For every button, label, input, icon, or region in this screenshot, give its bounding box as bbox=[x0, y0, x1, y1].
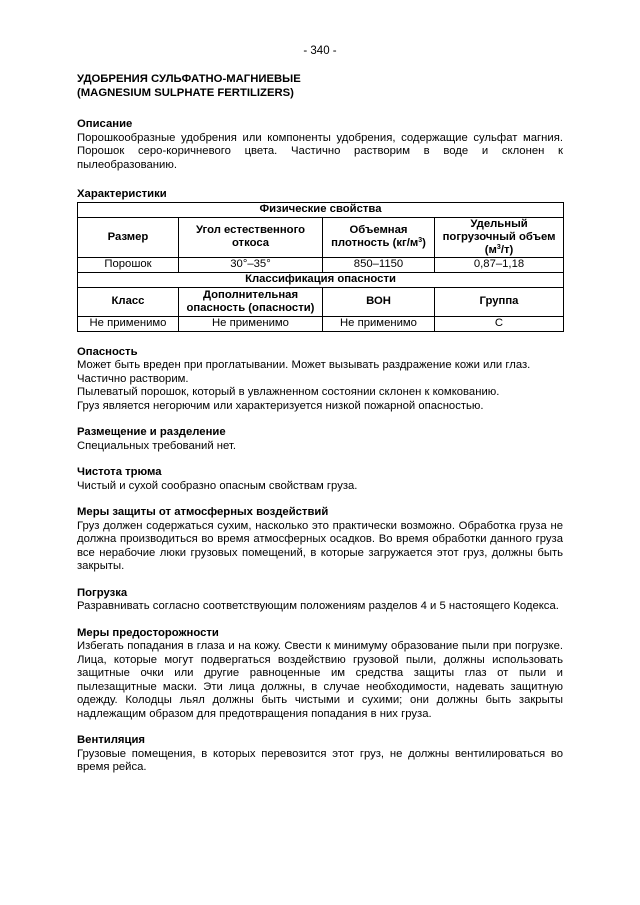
document-subtitle: (MAGNESIUM SULPHATE FERTILIZERS) bbox=[77, 86, 294, 99]
cell-stowage-factor: 0,87–1,18 bbox=[435, 257, 564, 272]
section-heading: Чистота трюма bbox=[77, 466, 162, 478]
section-description bbox=[77, 118, 563, 172]
col-header-stowage-factor bbox=[435, 217, 564, 257]
col-header-subsidiary-hazard: Дополнительная опасность (опасности) bbox=[179, 287, 323, 316]
col-header-density-text: Объемная плотность (кг/м bbox=[331, 224, 419, 249]
cell-density: 850–1150 bbox=[323, 257, 435, 272]
section-characteristics bbox=[77, 188, 563, 332]
cell-class: Не применимо bbox=[78, 316, 179, 331]
section-text: Специальных требований нет. bbox=[77, 439, 236, 452]
section-hazard bbox=[77, 346, 563, 414]
section-text: Порошкообразные удобрения или компоненты удобрения, содержащие сульфат магния. Порошок серо-коричневого цвета. Частично растворим в воде и склонен к пылеобразованию. bbox=[77, 131, 563, 171]
col-header-size: Размер bbox=[78, 217, 179, 257]
hazard-classification-header: Классификация опасности bbox=[78, 272, 564, 287]
section-text: Чистый и сухой сообразно опасным свойствам груза. bbox=[77, 479, 358, 492]
section-text: Частично растворим. bbox=[77, 372, 189, 385]
section-heading: Размещение и разделение bbox=[77, 426, 226, 438]
superscript: 3 bbox=[496, 243, 501, 251]
section-heading: Меры предосторожности bbox=[77, 626, 219, 639]
col-header-stowage-end: /т) bbox=[500, 243, 514, 256]
section-text: Избегать попадания в глаза и на кожу. Свести к минимуму образование пыли при погрузке. Лица, которые могут подвергаться воздействию грузовой пыли, должны использовать защитные очки или другие равноценные им средства защиты глаз от пыли и пылезащитные маски. Эти лица должны, в случае необходимости, надевать защитную одежду. Колодцы льял должны быть чистыми и сухими; они должны быть закрыты надлежащим образом для предотвращения попадания в них груза. bbox=[77, 640, 563, 720]
characteristics-table bbox=[77, 202, 564, 332]
col-header-density-end: ) bbox=[422, 237, 426, 249]
section-text: Может быть вреден при проглатывании. Может вызывать раздражение кожи или глаз. bbox=[77, 359, 531, 371]
cell-group: С bbox=[435, 316, 564, 331]
section-text: Груз является негорючим или характеризуется низкой пожарной опасностью. bbox=[77, 399, 484, 412]
section-ventilation bbox=[77, 734, 563, 775]
section-heading: Погрузка bbox=[77, 586, 128, 599]
document-page bbox=[77, 44, 563, 775]
col-header-angle: Угол естественного откоса bbox=[179, 217, 323, 257]
page-number: - 340 - bbox=[303, 45, 337, 57]
document-title: УДОБРЕНИЯ СУЛЬФАТНО-МАГНИЕВЫЕ bbox=[77, 73, 301, 85]
section-text: Пылеватый порошок, который в увлажненном состоянии склонен к комкованию. bbox=[77, 386, 500, 398]
section-text: Грузовые помещения, в которых перевозится этот груз, не должны вентилироваться во время рейса. bbox=[77, 747, 563, 773]
col-header-class: Класс bbox=[78, 287, 179, 316]
section-stowage-segregation bbox=[77, 426, 563, 453]
section-text: Разравнивать согласно соответствующим положениям разделов 4 и 5 настоящего Кодекса. bbox=[77, 600, 559, 612]
cell-size: Порошок bbox=[78, 257, 179, 272]
section-heading: Описание bbox=[77, 118, 133, 130]
section-heading: Вентиляция bbox=[77, 734, 145, 746]
col-header-density bbox=[323, 217, 435, 257]
col-header-stowage-text: Удельный погрузочный объем (м bbox=[442, 217, 556, 256]
section-weather-precautions bbox=[77, 506, 563, 574]
section-precautions bbox=[77, 627, 563, 722]
cell-mhb: Не применимо bbox=[323, 316, 435, 331]
section-loading bbox=[77, 587, 563, 614]
physical-properties-header: Физические свойства bbox=[78, 202, 564, 217]
section-heading: Меры защиты от атмосферных воздействий bbox=[77, 506, 329, 518]
section-text: Груз должен содержаться сухим, насколько это практически возможно. Обработка груза не должна производиться во время атмосферных осадков. Во время обработки данного груза все нерабочие люки грузовых помещений, в которые загружается этот груз, должны быть закрыты. bbox=[77, 519, 563, 572]
cell-angle: 30°–35° bbox=[179, 257, 323, 272]
section-heading: Характеристики bbox=[77, 188, 167, 200]
cell-subsidiary-hazard: Не применимо bbox=[179, 316, 323, 331]
section-hold-cleanliness bbox=[77, 466, 563, 493]
col-header-mhb: ВОН bbox=[323, 287, 435, 316]
section-heading: Опасность bbox=[77, 345, 138, 358]
col-header-group: Группа bbox=[435, 287, 564, 316]
superscript: 3 bbox=[418, 237, 423, 244]
